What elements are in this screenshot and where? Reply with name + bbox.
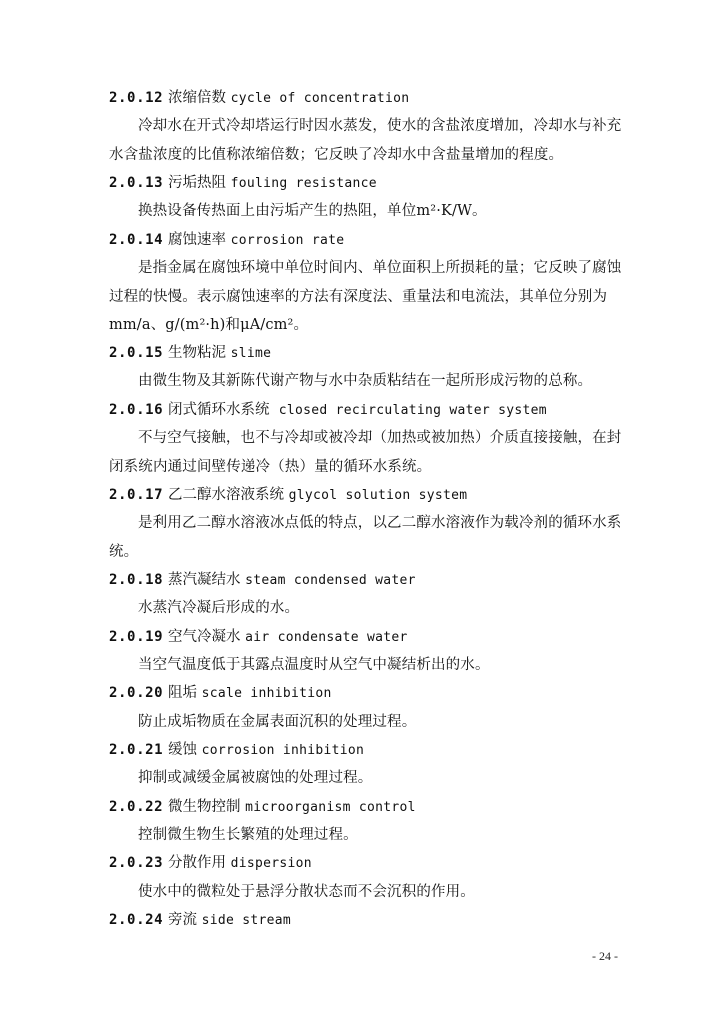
definition-text: 统。 [109, 544, 139, 560]
entry-english: dispersion [230, 856, 312, 871]
entry-heading [0, 226, 724, 254]
definition-text: 是指金属在腐蚀环境中单位时间内、单位面积上所损耗的量；它反映了腐蚀 [138, 260, 622, 276]
entry-number: 2.0.19 [109, 629, 164, 645]
entry-number: 2.0.17 [109, 487, 164, 503]
entry-heading [0, 396, 724, 424]
entry-term: 闭式循环水系统 [168, 402, 270, 418]
definition-text: 不与空气接触，也不与冷却或被冷却（加热或被加热）介质直接接触，在封 [138, 430, 622, 446]
definition-text: 防止成垢物质在金属表面沉积的处理过程。 [138, 714, 417, 730]
entry-term-line [168, 906, 291, 935]
entry-term-line [168, 396, 547, 425]
entry-definition-line [0, 141, 724, 169]
entry-number: 2.0.23 [109, 855, 164, 871]
entry-number: 2.0.21 [109, 742, 164, 758]
entry-heading [0, 84, 724, 112]
entry-definition-line [0, 821, 724, 849]
entry-english: closed recirculating water system [278, 403, 547, 418]
entry-english: microorganism control [245, 800, 416, 815]
entry-term: 腐蚀速率 [168, 232, 226, 248]
entry-heading [0, 906, 724, 934]
entry-number: 2.0.15 [109, 345, 164, 361]
entry-term-line [168, 736, 364, 765]
entry-english: scale inhibition [201, 686, 332, 701]
entry-definition-line [0, 878, 724, 906]
page-number: - 24 - [592, 949, 618, 963]
definition-text: 过程的快慢。表示腐蚀速率的方法有深度法、重量法和电流法，其单位分别为 [109, 289, 608, 305]
definition-text: 是利用乙二醇水溶液冰点低的特点，以乙二醇水溶液作为载冷剂的循环水系 [138, 515, 622, 531]
entry-heading [0, 566, 724, 594]
entry-definition-line [0, 254, 724, 282]
entry-number: 2.0.14 [109, 232, 164, 248]
entry-english: glycol solution system [288, 488, 468, 503]
entry-term-line [168, 84, 409, 113]
entry-term-line [168, 339, 271, 368]
definition-text: 水含盐浓度的比值称浓缩倍数；它反映了冷却水中含盐量增加的程度。 [109, 147, 564, 163]
entry-definition-line [0, 112, 724, 140]
entry-definition-line [0, 367, 724, 395]
entry-english: steam condensed water [245, 573, 416, 588]
definition-text: 水蒸汽冷凝后形成的水。 [138, 600, 300, 616]
entry-heading [0, 623, 724, 651]
entry-definition-line [0, 197, 724, 225]
entry-definition-line [0, 594, 724, 622]
entry-term: 缓蚀 [168, 742, 197, 758]
entry-term: 旁流 [168, 912, 197, 928]
entry-term: 乙二醇水溶液系统 [168, 487, 284, 503]
entry-definition-line [0, 651, 724, 679]
entry-definition-line [0, 764, 724, 792]
entry-definition-line [0, 453, 724, 481]
entry-number: 2.0.20 [109, 685, 164, 701]
entry-heading [0, 339, 724, 367]
definition-text: mm/a、g/(m²·h)和μA/cm²。 [109, 317, 309, 333]
entry-number: 2.0.22 [109, 799, 164, 815]
entry-definition-line [0, 283, 724, 311]
entry-term: 分散作用 [168, 855, 226, 871]
entry-heading [0, 169, 724, 197]
entry-number: 2.0.16 [109, 402, 164, 418]
entry-number: 2.0.18 [109, 572, 164, 588]
entry-definition-line [0, 311, 724, 339]
entry-english: slime [230, 346, 272, 361]
entry-number: 2.0.12 [109, 90, 164, 106]
entry-heading [0, 481, 724, 509]
entry-term-line [168, 793, 416, 822]
definition-text: 换热设备传热面上由污垢产生的热阻，单位m²·K/W。 [138, 203, 487, 219]
entry-term: 生物粘泥 [168, 345, 226, 361]
entry-definition-line [0, 424, 724, 452]
entry-english: corrosion inhibition [201, 743, 365, 758]
entry-term: 蒸汽凝结水 [168, 572, 241, 588]
entry-heading [0, 793, 724, 821]
entry-definition-line [0, 538, 724, 566]
definition-text: 冷却水在开式冷却塔运行时因水蒸发，使水的含盐浓度增加，冷却水与补充 [138, 118, 622, 134]
entry-heading [0, 679, 724, 707]
entry-term-line [168, 679, 332, 708]
entry-english: air condensate water [245, 630, 408, 645]
entry-term: 污垢热阻 [168, 175, 226, 191]
entry-term: 浓缩倍数 [168, 90, 226, 106]
entry-definition-line [0, 509, 724, 537]
entry-number: 2.0.13 [109, 175, 164, 191]
entry-heading [0, 736, 724, 764]
entry-term-line [168, 169, 377, 198]
entry-english: corrosion rate [230, 233, 345, 248]
entry-heading [0, 849, 724, 877]
definition-text: 控制微生物生长繁殖的处理过程。 [138, 827, 358, 843]
definition-text: 当空气温度低于其露点温度时从空气中凝结析出的水。 [138, 657, 490, 673]
definition-text: 闭系统内通过间壁传递冷（热）量的循环水系统。 [109, 459, 432, 475]
definition-text: 由微生物及其新陈代谢产物与水中杂质粘结在一起所形成污物的总称。 [138, 373, 593, 389]
entry-term-line [168, 481, 467, 510]
entry-term-line [168, 226, 344, 255]
entry-term-line [168, 849, 312, 878]
entry-term-line [168, 566, 416, 595]
entry-term-line [168, 623, 408, 652]
entry-number: 2.0.24 [109, 912, 164, 928]
entry-definition-line [0, 708, 724, 736]
definition-text: 抑制或减缓金属被腐蚀的处理过程。 [138, 770, 373, 786]
entry-term: 微生物控制 [168, 799, 241, 815]
entry-english: cycle of concentration [230, 91, 410, 106]
entry-term: 空气冷凝水 [168, 629, 241, 645]
entry-english: side stream [201, 913, 292, 928]
entry-term: 阻垢 [168, 685, 197, 701]
entry-english: fouling resistance [230, 176, 377, 191]
definition-text: 使水中的微粒处于悬浮分散状态而不会沉积的作用。 [138, 884, 475, 900]
